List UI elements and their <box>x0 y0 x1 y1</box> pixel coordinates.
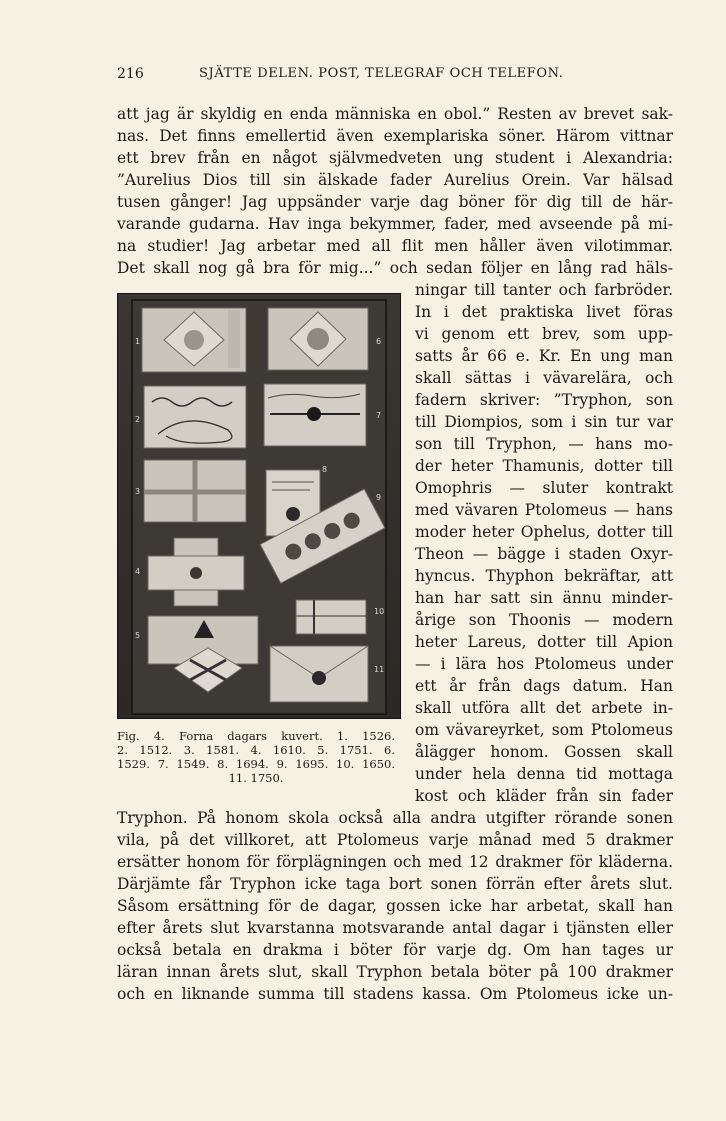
text-line: han har satt sin ännu minder- <box>415 589 673 607</box>
text-line: Därjämte får Tryphon icke taga bort sonen förrän efter årets slut. <box>117 875 673 893</box>
text-line: na studier! Jag arbetar med all flit men håller även vilotimmar. <box>117 237 673 255</box>
envelope-figure <box>117 293 401 719</box>
figure-number: 9 <box>376 493 382 502</box>
text-line: In i det praktiska livet föras <box>415 303 673 321</box>
figure-number: 3 <box>135 487 141 496</box>
text-line: Theon — bägge i staden Oxyr- <box>415 545 673 563</box>
text-line: heter Lareus, dotter till Apion <box>415 633 673 651</box>
text-line: efter årets slut kvarstanna motsvarande antal dagar i tjänsten eller <box>117 919 673 937</box>
text-line: son till Tryphon, — hans mo- <box>415 435 673 453</box>
text-line: Tryphon. På honom skola också alla andra utgifter rörande sonen <box>117 809 673 827</box>
caption-line: 2. 1512. 3. 1581. 4. 1610. 5. 1751. 6. <box>117 743 395 757</box>
text-line: Såsom ersättning för de dagar, gossen icke har arbetat, skall han <box>117 897 673 915</box>
text-line: årige son Thoonis — modern <box>415 611 673 629</box>
text-line: ”Aurelius Dios till sin älskade fader Aurelius Orein. Var hälsad <box>117 171 673 189</box>
text-line: vi genom ett brev, som upp- <box>415 325 673 343</box>
envelope-1 <box>142 308 246 372</box>
envelope-3 <box>144 460 246 522</box>
text-line: satts år 66 e. Kr. En ung man <box>415 347 673 365</box>
figure-number: 2 <box>135 415 141 424</box>
text-line: ett år från dags datum. Han <box>415 677 673 695</box>
envelope-11 <box>270 646 368 702</box>
page-number: 216 <box>117 66 144 82</box>
figure-number: 6 <box>376 337 382 346</box>
caption-line: 11. 1750. <box>228 771 284 785</box>
figure-number: 10 <box>374 607 385 616</box>
text-line: vila, på det villkoret, att Ptolomeus varje månad med 5 drakmer <box>117 831 673 849</box>
text-line: — i lära hos Ptolomeus under <box>415 655 673 673</box>
page-header <box>117 66 673 86</box>
text-line: med vävaren Ptolomeus — hans <box>415 501 673 519</box>
text-line: nas. Det finns emellertid även exemplariska söner. Härom vittnar <box>117 127 673 145</box>
text-line: under hela denna tid mottaga <box>415 765 673 783</box>
text-line: fadern skriver: ”Tryphon, son <box>415 391 673 409</box>
text-line: varande gudarna. Hav inga bekymmer, fader, med avseende på mi- <box>117 215 673 233</box>
figure-number: 11 <box>374 665 385 674</box>
text-line: Omophris — sluter kontrakt <box>415 479 673 497</box>
envelope-photo <box>118 294 400 718</box>
text-line: ersätter honom för förplägningen och med 12 drakmer för kläderna. <box>117 853 673 871</box>
text-line: ningar till tanter och farbröder. <box>415 281 673 299</box>
text-line: till Diompios, som i sin tur var <box>415 413 673 431</box>
figure-number: 8 <box>322 465 328 474</box>
running-head: SJÄTTE DELEN. POST, TELEGRAF OCH TELEFON. <box>199 66 564 81</box>
text-line: tusen gånger! Jag uppsänder varje dag böner för dig till de här- <box>117 193 673 211</box>
text-line: att jag är skyldig en enda människa en obol.” Resten av brevet sak- <box>117 105 673 123</box>
figure-caption <box>117 729 395 785</box>
figure-number: 4 <box>135 567 141 576</box>
envelope-2 <box>144 386 246 448</box>
text-line: hyncus. Thyphon bekräftar, att <box>415 567 673 585</box>
envelope-7 <box>264 384 366 446</box>
caption-line: Fig. 4. Forna dagars kuvert. 1. 1526. <box>117 729 395 743</box>
text-line: också betala en drakma i böter för varje dg. Om han tages ur <box>117 941 673 959</box>
text-line: moder heter Ophelus, dotter till <box>415 523 673 541</box>
text-line: skall utföra allt det arbete in- <box>415 699 673 717</box>
envelope-10 <box>296 600 366 634</box>
text-line: Det skall nog gå bra för mig...” och sedan följer en lång rad häls- <box>117 259 673 277</box>
caption-line: 1529. 7. 1549. 8. 1694. 9. 1695. 10. 1650. <box>117 757 395 771</box>
envelope-6 <box>268 308 368 370</box>
figure-number: 1 <box>135 337 141 346</box>
text-line: skall sättas i vävarelära, och <box>415 369 673 387</box>
text-line: läran innan årets slut, skall Tryphon betala böter på 100 drakmer <box>117 963 673 981</box>
figure-number: 5 <box>135 631 141 640</box>
text-line: ett brev från en något självmedveten ung student i Alexandria: <box>117 149 673 167</box>
figure-number: 7 <box>376 411 382 420</box>
text-line: der heter Thamunis, dotter till <box>415 457 673 475</box>
text-line: kost och kläder från sin fader <box>415 787 673 805</box>
text-line: och en liknande summa till stadens kassa. Om Ptolomeus icke un- <box>117 985 673 1003</box>
text-line: ålägger honom. Gossen skall <box>415 743 673 761</box>
text-line: om vävareyrket, som Ptolomeus <box>415 721 673 739</box>
